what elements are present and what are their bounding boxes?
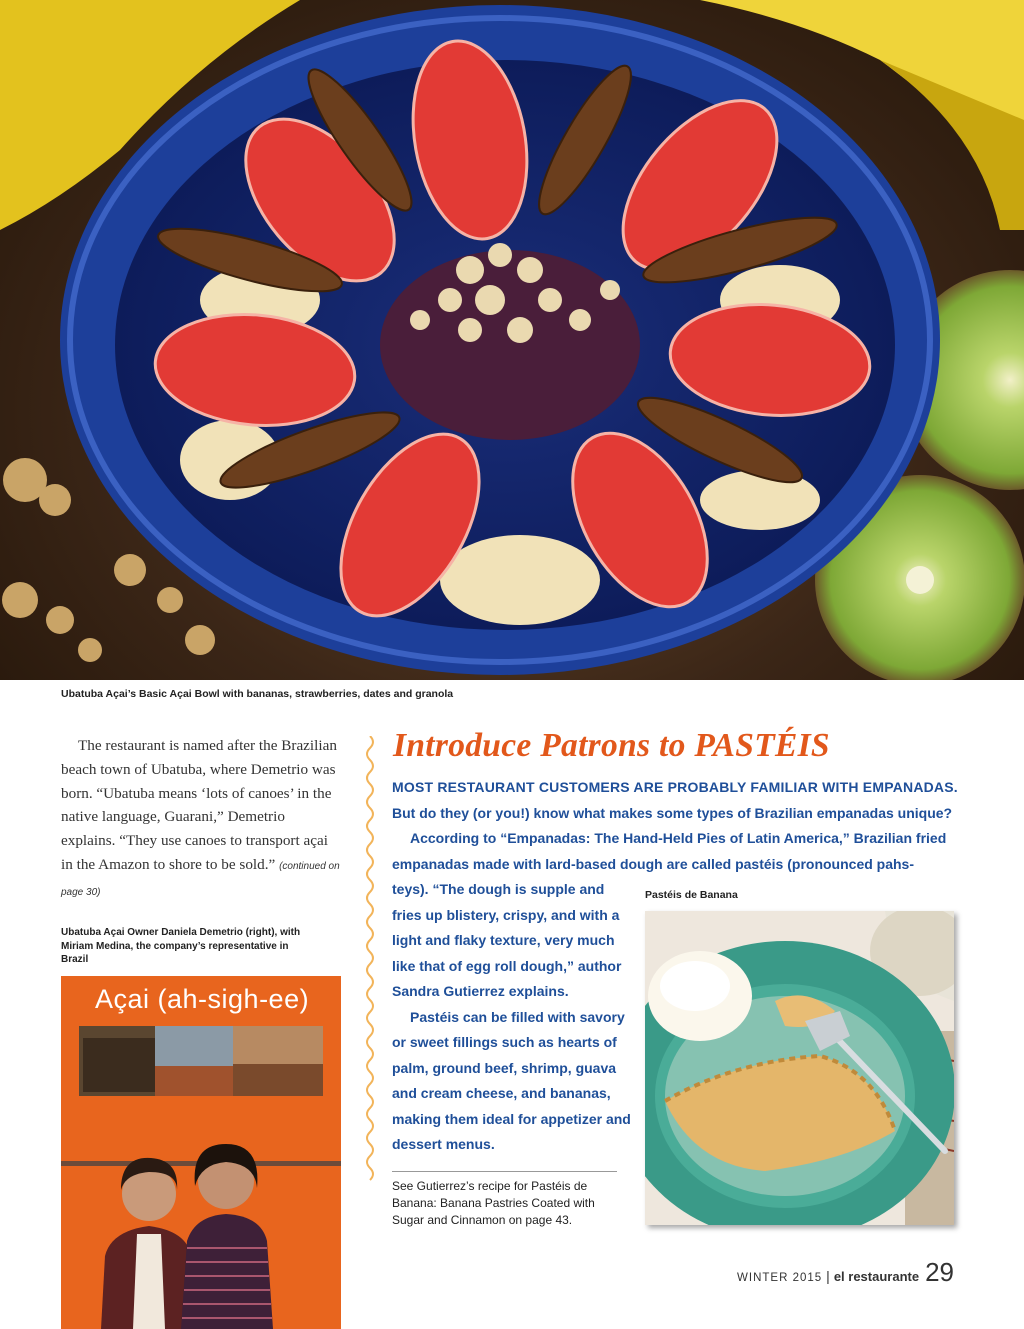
owner-photo — [61, 976, 341, 1329]
owner-photo-caption: Ubatuba Açai Owner Daniela Demetrio (right), with Miriam Medina, the company’s representative in Brazil — [61, 927, 301, 965]
body-text: The restaurant is named after the Brazilian beach town of Ubatuba, where Demetrio was born. “Ubatuba means ‘lots of canoes’ in the native language, Guarani,” Demetrio explains. “They use canoes to transport açai in the Amazon to shore to be sold.” — [61, 737, 337, 873]
issue-label: WINTER 2015 — [737, 1272, 823, 1284]
pasteis-photo-caption: Pastéis de Banana — [645, 889, 738, 901]
left-column-body — [61, 734, 341, 905]
body-paragraph — [61, 734, 341, 905]
decorative-squiggle-divider — [360, 736, 380, 1186]
recipe-note-rule — [392, 1171, 617, 1172]
lead-paragraph — [392, 775, 962, 826]
page-footer — [737, 1257, 954, 1288]
paragraph-2-wide: According to “Empanadas: The Hand-Held Pies of Latin America,” Brazilian fried empanadas made with lard-based dough are called pastéis (pronounced pahs- — [392, 830, 947, 872]
lead-caps-text: MOST RESTAURANT CUSTOMERS ARE PROBABLY FAMILIAR WITH EMPANADAS. — [392, 779, 958, 795]
pasteis-illustration — [645, 911, 954, 1225]
footer-separator: | — [826, 1268, 830, 1284]
magazine-name: el restaurante — [833, 1269, 920, 1284]
recipe-note: See Gutierrez’s recipe for Pastéis de Banana: Banana Pastries Coated with Sugar and Cinnamon on page 43. — [392, 1179, 595, 1227]
paragraph-3: Pastéis can be filled with savory or sweet fillings such as hearts of palm, ground beef, shrimp, guava and cream cheese, and bananas, making them ideal for appetizer and dessert menus. — [392, 1008, 631, 1152]
article-headline: Introduce Patrons to PASTÉIS — [393, 727, 830, 764]
paragraph-2-narrow: teys). “The dough is supple and fries up blistery, crispy, and with a light and flaky texture, very much like that of egg roll dough,” author Sandra Gutierrez explains. — [392, 881, 622, 999]
hero-photo-caption: Ubatuba Açai’s Basic Açai Bowl with bananas, strawberries, dates and granola — [61, 688, 454, 700]
pasteis-photo — [645, 911, 954, 1225]
lead-rest-text: But do they (or you!) know what makes some types of Brazilian empanadas unique? — [392, 804, 953, 821]
page-number: 29 — [925, 1257, 954, 1287]
acai-sign: Açai (ah-sigh-ee) — [95, 984, 310, 1014]
continued-note: (continued on page 30) — [61, 860, 340, 898]
owners-illustration — [61, 976, 341, 1329]
